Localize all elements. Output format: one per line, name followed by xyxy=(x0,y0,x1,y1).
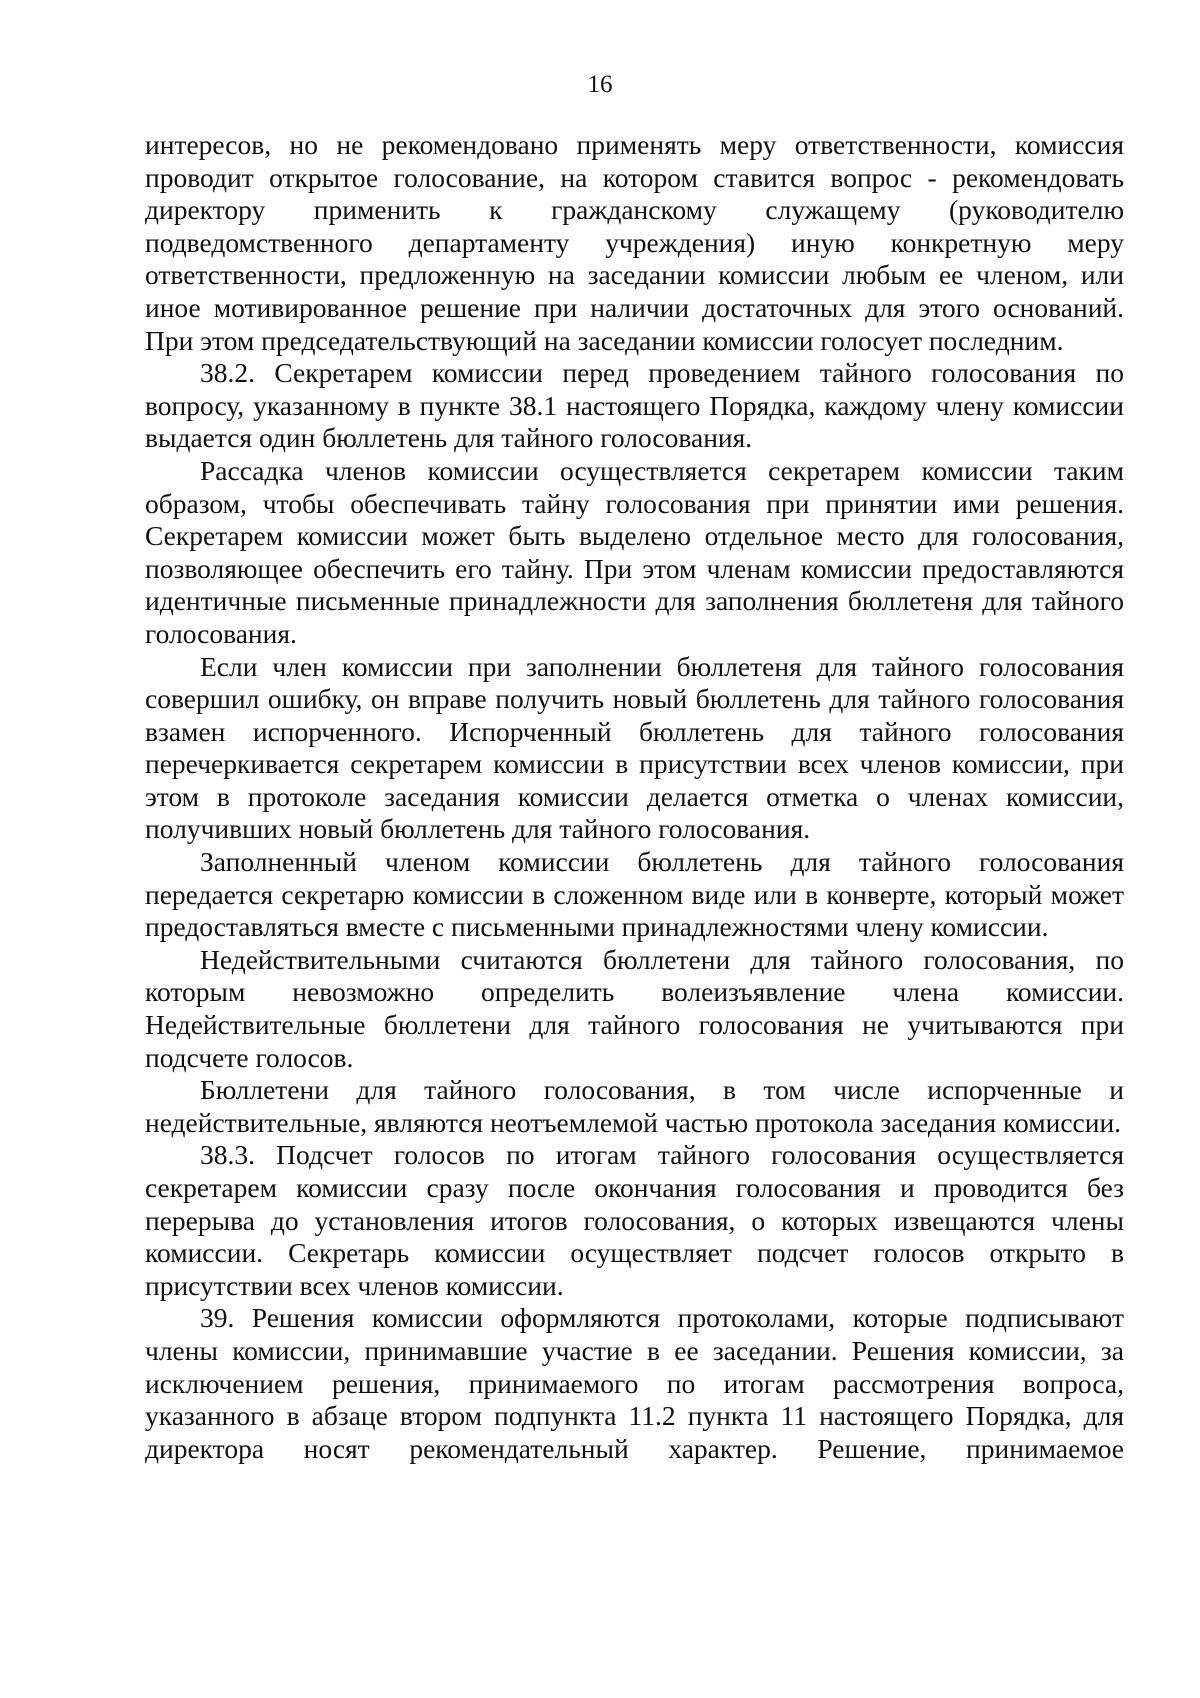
paragraph-ballots-protocol: Бюллетени для тайного голосования, в том числе испорченные и недействительные, являются неотъемлемой частью протокола заседания комиссии. xyxy=(145,1074,1124,1138)
document-body xyxy=(145,129,1124,1465)
paragraph-spoiled-ballot: Если член комиссии при заполнении бюллетеня для тайного голосования совершил ошибку, он вправе получить новый бюллетень для тайного голосования взамен испорченного. Испорченный бюллетень для тайного голосования перечеркивается секретарем комиссии в присутствии всех членов комиссии, при этом в протоколе заседания комиссии делается отметка о членах комиссии, получивших новый бюллетень для тайного голосования. xyxy=(145,650,1124,845)
paragraph-38-3: 38.3. Подсчет голосов по итогам тайного голосования осуществляется секретарем комиссии сразу после окончания голосования и проводится без перерыва до установления итогов голосования, о которых извещаются члены комиссии. Секретарь комиссии осуществляет подсчет голосов открыто в присутствии всех членов комиссии. xyxy=(145,1139,1124,1301)
paragraph-filled-ballot: Заполненный членом комиссии бюллетень для тайного голосования передается секретарю комиссии в сложенном виде или в конверте, который может предоставляться вместе с письменными принадлежностями члену комиссии. xyxy=(145,846,1124,943)
page-number: 16 xyxy=(587,71,613,98)
paragraph-39: 39. Решения комиссии оформляются протоколами, которые подписывают члены комиссии, принимавшие участие в ее заседании. Решения комиссии, за исключением решения, принимаемого по итогам рассмотрения вопроса, указанного в абзаце втором подпункта 11.2 пункта 11 настоящего Порядка, для директора носят рекомендательный характер. Решение, принимаемое xyxy=(145,1302,1124,1464)
paragraph-seating: Рассадка членов комиссии осуществляется секретарем комиссии таким образом, чтобы обеспечивать тайну голосования при принятии ими решения. Секретарем комиссии может быть выделено отдельное место для голосования, позволяющее обеспечить его тайну. При этом членам комиссии предоставляются идентичные письменные принадлежности для заполнения бюллетеня для тайного голосования. xyxy=(145,454,1124,649)
paragraph-continuation: интересов, но не рекомендовано применять меру ответственности, комиссия проводит открытое голосование, на котором ставится вопрос - рекомендовать директору применить к гражданскому служащему (руководителю подведомственного департаменту учреждения) иную конкретную меру ответственности, предложенную на заседании комиссии любым ее членом, или иное мотивированное решение при наличии достаточных для этого оснований. При этом председательствующий на заседании комиссии голосует последним. xyxy=(145,129,1124,356)
paragraph-38-2: 38.2. Секретарем комиссии перед проведением тайного голосования по вопросу, указанному в пункте 38.1 настоящего Порядка, каждому члену комиссии выдается один бюллетень для тайного голосования. xyxy=(145,357,1124,454)
paragraph-invalid-ballots: Недействительными считаются бюллетени для тайного голосования, по которым невозможно определить волеизъявление члена комиссии. Недействительные бюллетени для тайного голосования не учитываются при подсчете голосов. xyxy=(145,943,1124,1073)
